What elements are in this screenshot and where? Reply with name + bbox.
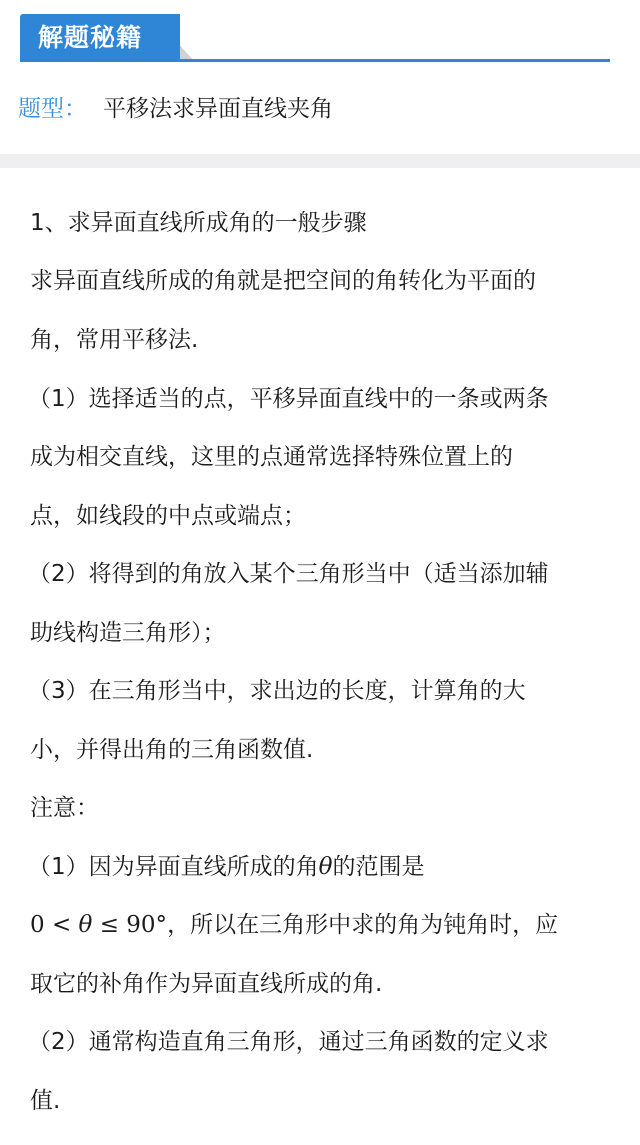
- section-divider: [0, 154, 640, 168]
- text-line-2: 求异面直线所成的角就是把空间的角转化为平面的: [30, 268, 536, 294]
- text-line-12: [28, 850, 425, 884]
- section-title: 解题秘籍: [37, 23, 142, 52]
- type-label: 题型：: [18, 96, 87, 122]
- header-underline: [20, 59, 610, 62]
- text-line-4: （1）选择适当的点，平移异面直线中的一条或两条: [28, 386, 549, 412]
- theta-symbol: θ: [318, 854, 333, 880]
- text-line-7: （2）将得到的角放入某个三角形当中（适当添加辅: [28, 561, 549, 587]
- text-line-13: [30, 908, 558, 942]
- text-line-5: 成为相交直线，这里的点通常选择特殊位置上的: [30, 444, 513, 470]
- section-header-tab: [20, 14, 180, 61]
- math-range-end: ≤ 90°: [92, 912, 168, 938]
- text-line-16: 值.: [30, 1088, 61, 1114]
- text-line-6: 点，如线段的中点或端点；: [30, 503, 306, 529]
- theta-symbol-2: θ: [78, 912, 93, 938]
- text-line-12-b: 的范围是: [332, 854, 425, 880]
- text-line-8: 助线构造三角形）；: [30, 620, 226, 646]
- text-line-1: 1、求异面直线所成角的一般步骤: [30, 210, 367, 236]
- text-line-10: 小，并得出角的三角函数值.: [30, 737, 314, 763]
- text-line-11: 注意：: [30, 795, 99, 821]
- text-line-14: 取它的补角作为异面直线所成的角.: [30, 971, 383, 997]
- text-line-12-a: （1）因为异面直线所成的角: [28, 854, 319, 880]
- text-line-9: （3）在三角形当中，求出边的长度，计算角的大: [28, 678, 526, 704]
- text-line-15: （2）通常构造直角三角形，通过三角函数的定义求: [28, 1029, 549, 1055]
- math-range-start: 0 <: [30, 912, 79, 938]
- type-value: 平移法求异面直线夹角: [103, 96, 333, 122]
- text-line-13-rest: ，所以在三角形中求的角为钝角时，应: [167, 912, 559, 938]
- text-line-3: 角，常用平移法.: [30, 327, 199, 353]
